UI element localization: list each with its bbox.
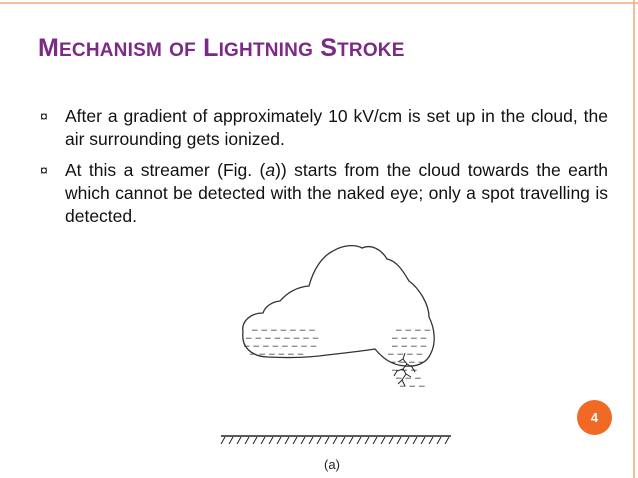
title-word-2: OF <box>169 40 196 61</box>
charge-row: −−−− <box>389 358 428 368</box>
charge-row: −−−− <box>395 326 434 336</box>
title-word-3: LIGHTNING <box>203 34 314 62</box>
title-word-4: STROKE <box>320 34 405 62</box>
bullet-text: At this a streamer (Fig. (a)) starts from the cloud towards the earth which cannot be detected with the naked eye; only a spot travelling is detected. <box>65 160 608 226</box>
charge-cluster-right <box>387 326 433 392</box>
title-word-1: MECHANISM <box>38 34 162 62</box>
bullet-item <box>40 105 608 151</box>
charge-row: −−− <box>395 374 424 384</box>
bullet-list <box>40 105 608 236</box>
right-border-decoration <box>630 0 638 478</box>
figure-caption: (a) <box>324 457 340 472</box>
charge-row: −−−− <box>391 334 430 344</box>
top-border-decoration <box>0 0 638 8</box>
slide-title <box>38 34 405 63</box>
charge-row: −−− <box>399 382 428 392</box>
bullet-item <box>40 159 608 228</box>
ground-icon <box>221 436 451 444</box>
charge-row: −−−−−−−− <box>243 342 320 352</box>
charge-row: −−−−−−−− <box>245 334 322 344</box>
bullet-ring-icon: ¤ <box>40 162 48 178</box>
charge-cluster-left <box>243 326 321 360</box>
bullet-text: After a gradient of approximately 10 kV/cm is set up in the cloud, the air surrounding gets ionized. <box>65 106 608 149</box>
lightning-figure <box>215 235 465 445</box>
bullet-ring-icon: ¤ <box>40 108 48 124</box>
page-number-badge: 4 <box>577 400 612 435</box>
charge-row: −−− <box>391 366 420 376</box>
charge-row: −−−− <box>391 342 430 352</box>
charge-row: −−−−−−− <box>251 326 318 336</box>
charge-row: −−−− <box>387 350 426 360</box>
charge-row: −−−−−− <box>249 350 307 360</box>
